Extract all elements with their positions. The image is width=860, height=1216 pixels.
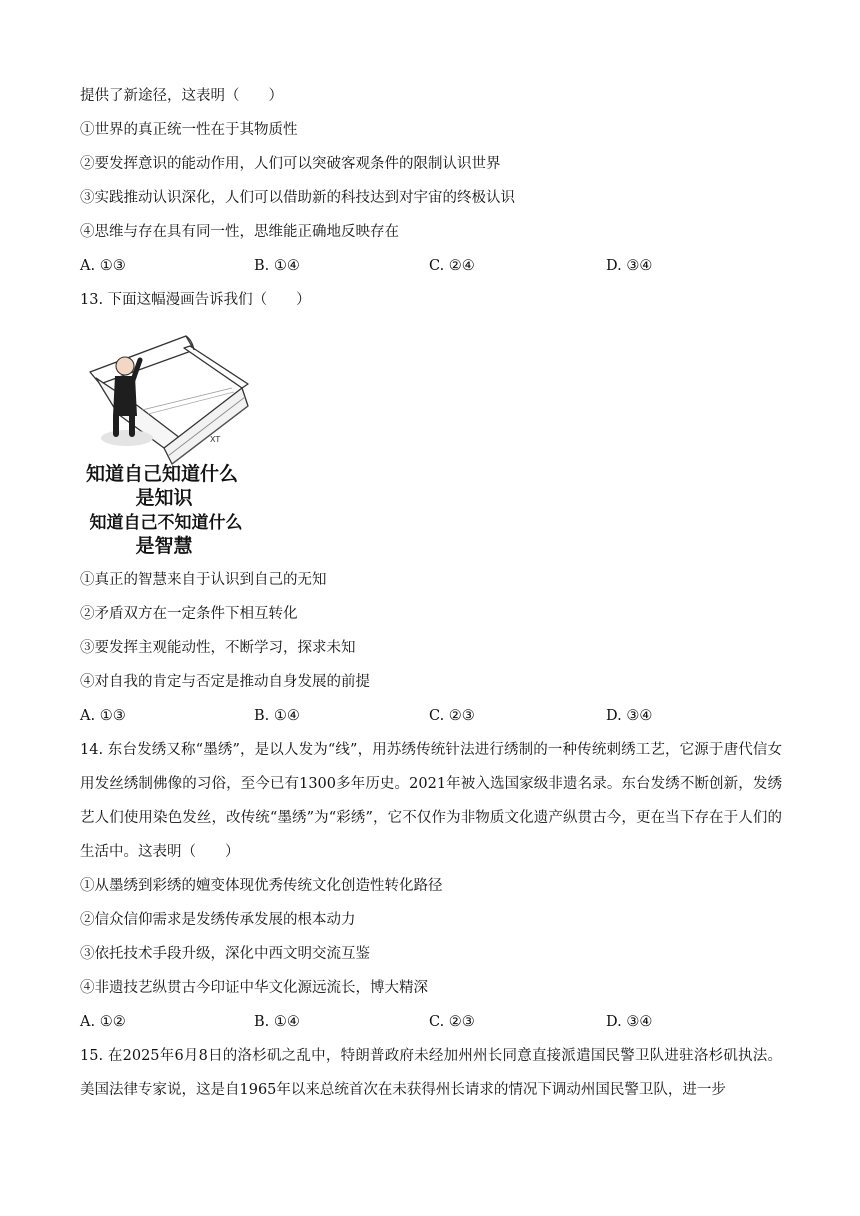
q13-choice-b[interactable]: B. ①④ <box>254 708 300 724</box>
q12-choices <box>80 256 780 276</box>
q14-choice-a[interactable]: A. ①② <box>80 1014 126 1030</box>
q13-choice-a[interactable]: A. ①③ <box>80 708 126 724</box>
cartoon-caption-line-2: 是知识 <box>135 487 193 509</box>
q14-stem: 14. 东台发绣又称“墨绣”，是以人发为“线”，用苏绣传统针法进行绣制的一种传统刺绣工艺，它源于唐代信女用发丝绣制佛像的习俗，至今已有1300多年历史。2021年被入选国家级非遗名录。东台发绣不断创新，发绣艺人们使用染色发丝，改传统“墨绣”为“彩绣”，它不仅作为非物质文化遗产纵贯古今，更在当下存在于人们的生活中。这表明（ ） <box>80 742 782 860</box>
cartoon-caption-line-4: 是智慧 <box>135 535 193 557</box>
q14-option-3: ③依托技术手段升级，深化中西文明交流互鉴 <box>80 946 370 962</box>
q12-option-1: ①世界的真正统一性在于其物质性 <box>80 122 298 138</box>
cartoon-illustration <box>82 330 262 562</box>
q13-option-4: ④对自我的肯定与否定是推动自身发展的前提 <box>80 674 370 690</box>
q12-choice-b[interactable]: B. ①④ <box>254 258 300 274</box>
q14-choices <box>80 1012 780 1032</box>
q12-stem-tail: 提供了新途径，这表明（ ） <box>80 88 283 104</box>
q15-stem: 15. 在2025年6月8日的洛杉矶之乱中，特朗普政府未经加州州长同意直接派遣国民警卫队进驻洛杉矶执法。美国法律专家说，这是自1965年以来总统首次在未获得州长请求的情况下调动州国民警卫队，进一步 <box>80 1048 782 1098</box>
q12-option-2: ②要发挥意识的能动作用，人们可以突破客观条件的限制认识世界 <box>80 156 501 172</box>
q13-choice-d[interactable]: D. ③④ <box>606 708 653 724</box>
q12-option-4: ④思维与存在具有同一性，思维能正确地反映存在 <box>80 224 399 240</box>
cartoon-caption-line-3: 知道自己不知道什么 <box>89 513 243 533</box>
q13-option-1: ①真正的智慧来自于认识到自己的无知 <box>80 572 327 588</box>
q14-choice-b[interactable]: B. ①④ <box>254 1014 300 1030</box>
q13-option-3: ③要发挥主观能动性，不断学习，探求未知 <box>80 640 356 656</box>
q14-option-1: ①从墨绣到彩绣的嬗变体现优秀传统文化创造性转化路径 <box>80 878 443 894</box>
q14-choice-c[interactable]: C. ②③ <box>429 1014 475 1030</box>
cartoon-caption-line-1: 知道自己知道什么 <box>85 463 239 485</box>
q14-option-2: ②信众信仰需求是发绣传承发展的根本动力 <box>80 912 356 928</box>
q12-choice-c[interactable]: C. ②④ <box>429 258 475 274</box>
q14-choice-d[interactable]: D. ③④ <box>606 1014 653 1030</box>
q12-choice-a[interactable]: A. ①③ <box>80 258 126 274</box>
q14-option-4: ④非遗技艺纵贯古今印证中华文化源远流长，博大精深 <box>80 980 428 996</box>
q12-option-3: ③实践推动认识深化，人们可以借助新的科技达到对宇宙的终极认识 <box>80 190 515 206</box>
q12-choice-d[interactable]: D. ③④ <box>606 258 653 274</box>
q13-choice-c[interactable]: C. ②③ <box>429 708 475 724</box>
q13-cartoon <box>82 330 262 562</box>
q13-option-2: ②矛盾双方在一定条件下相互转化 <box>80 606 298 622</box>
q13-stem: 13. 下面这幅漫画告诉我们（ ） <box>80 292 311 308</box>
cartoon-signature: XT <box>210 435 221 444</box>
q13-choices <box>80 706 780 726</box>
